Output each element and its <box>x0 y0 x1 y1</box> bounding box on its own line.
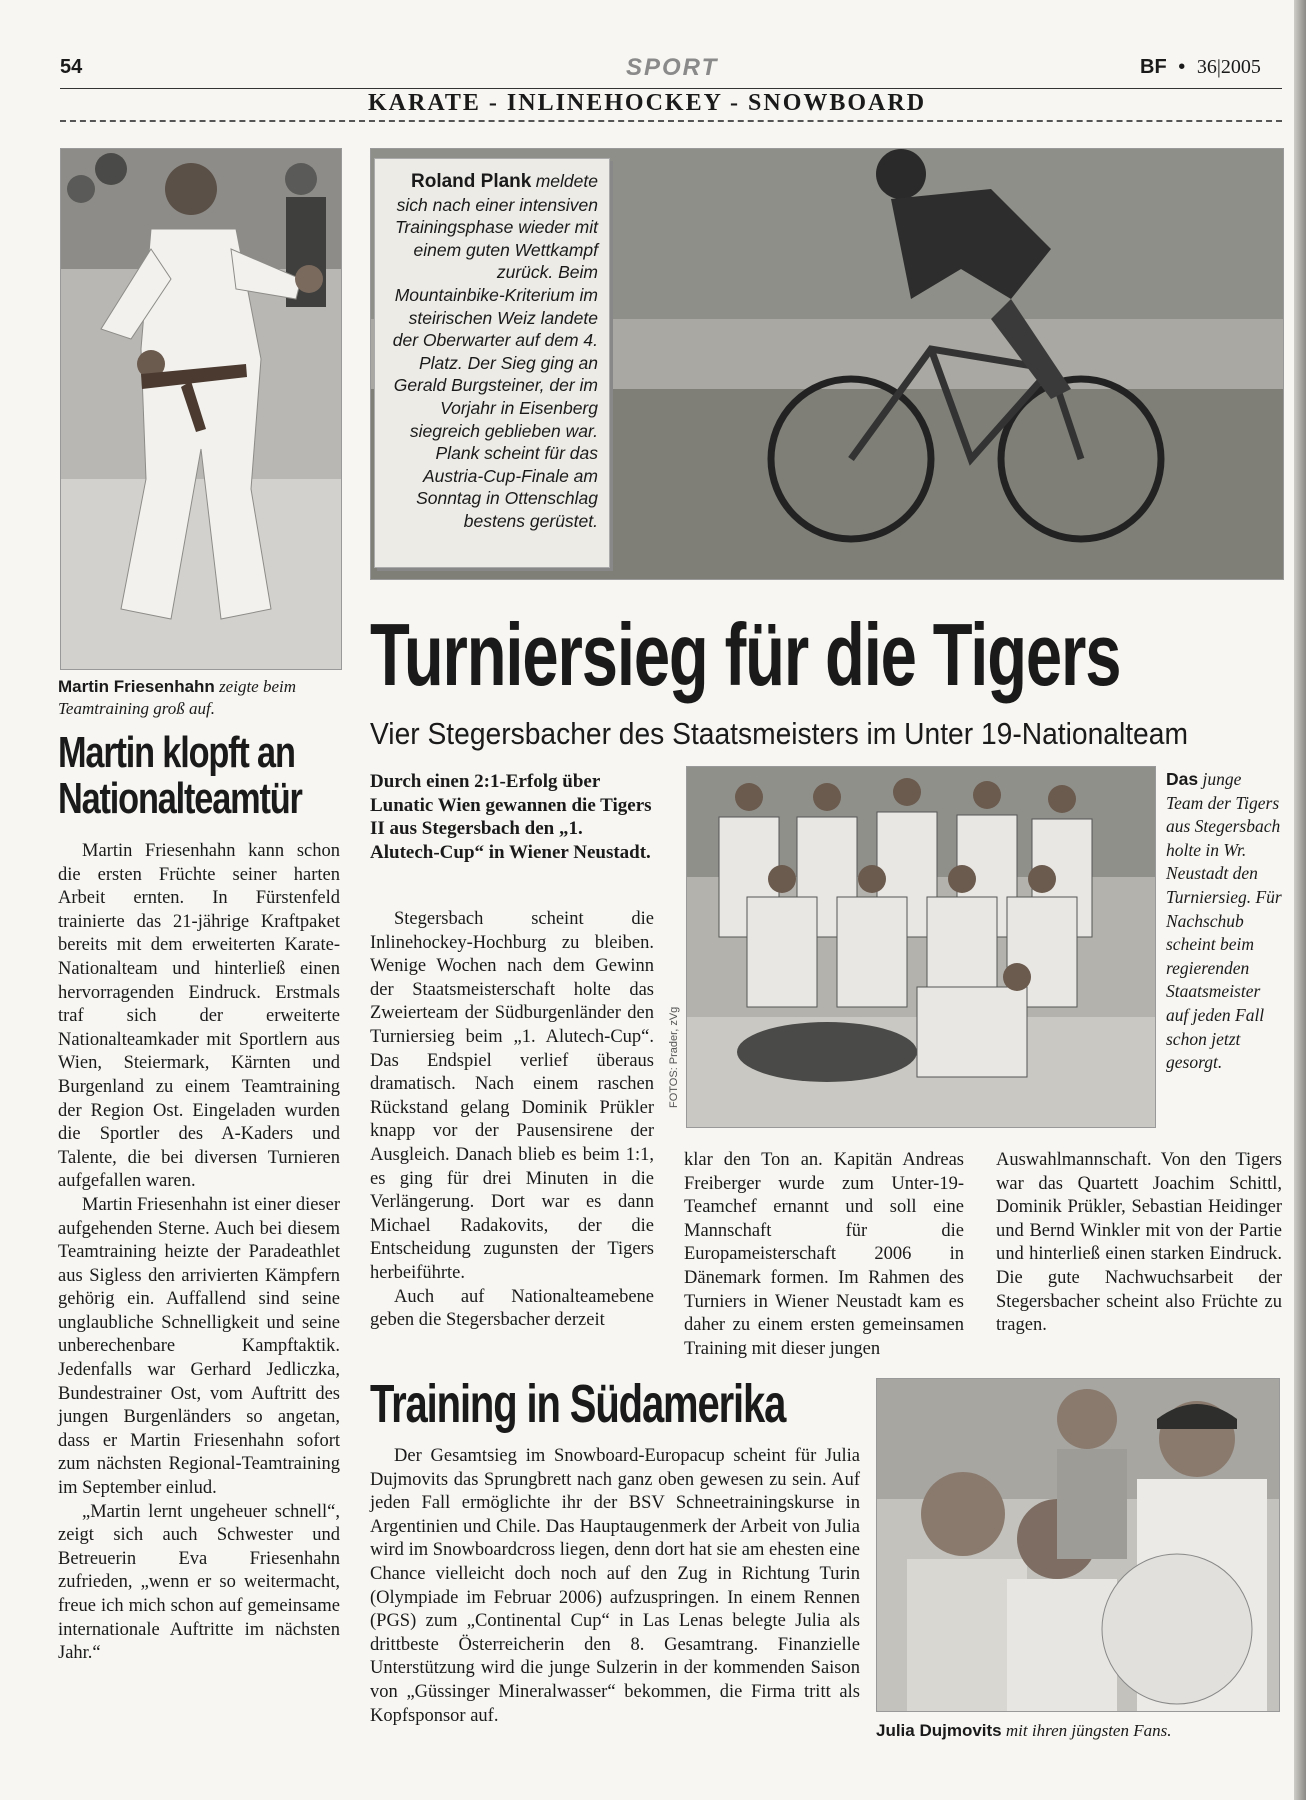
bike-caption-text: meldete sich nach einer intensiven Trainingsphase wieder mit einem guten Wettkampf zurück. Beim Mountainbike-Kriterium im steirischen Weiz landete der Oberwarter auf dem 4. Platz. Der Sieg ging an Gerald Burgsteiner, der im Vorjahr in Eisenberg siegreich geblieben war. Plank scheint für das Austria-Cup-Finale am Sonntag in Ottenschlag bestens gerüstet. <box>392 171 598 531</box>
bullet: • <box>1178 56 1186 78</box>
team-caption <box>1166 768 1282 1075</box>
hockey-headline: Turniersieg für die Tigers <box>370 605 1121 704</box>
hockey-paragraph: Stegersbach scheint die Inlinehockey-Hochburg zu bleiben. Wenige Wochen nach dem Gewinn der Staatsmeisterschaft holte das Zweierteam der Südburgenländer den Turniersieg beim „1. Alutech-Cup“. Das Endspiel verlief überaus dramatisch. Nach einem raschen Rückstand gelang Dominik Prükler knapp vor der Pausensirene der Ausgleich. Danach blieb es beim 1:1, es ging für drei Minuten in die Verlängerung. Dort war es dann Michael Radakovits, der die Entscheidung zugunsten der Tigers herbeiführte. <box>370 909 654 1283</box>
hockey-column-3 <box>996 1149 1282 1338</box>
hockey-paragraph: Auch auf Nationalteamebene geben die Stegersbacher derzeit <box>370 1286 654 1331</box>
hockey-lead: Durch einen 2:1-Erfolg über Lunatic Wien gewannen die Tigers II aus Stegersbach den „1. Alutech-Cup“ in Wiener Neustadt. <box>370 771 652 863</box>
snowboard-article <box>370 1445 860 1728</box>
karate-paragraph: „Martin lernt ungeheuer schnell“, zeigt sich auch Schwester und Betreuerin Eva Friesenhahn zufrieden, „wenn er so weitermacht, freue ich mich schon auf gemeinsame internationale Auftritte im nächsten Jahr.“ <box>58 1501 340 1664</box>
header-rule <box>60 88 1282 89</box>
karate-article <box>58 840 340 1666</box>
topics-line: KARATE - INLINEHOCKEY - SNOWBOARD <box>368 90 927 116</box>
section-label: SPORT <box>626 54 719 81</box>
paper-brand: BF <box>1140 56 1167 78</box>
team-photo <box>686 766 1156 1128</box>
karate-paragraph: Martin Friesenhahn kann schon die ersten Früchte seiner harten Arbeit ernten. In Fürstenfeld trainierte das 21-jährige Kraftpaket bereits mit dem erweiterten Karate-Nationalteam und hinterließ einen hervorragenden Eindruck. Erstmals traf sich der erweiterte Nationalteamkader mit Sportlern aus Wien, Steiermark, Kärnten und Burgenland zu einem Teamtraining der Region Ost. Eingeladen wurden die Sportler des A-Kaders und Talente, die bei diversen Turnieren aufgefallen waren. <box>58 841 340 1192</box>
hockey-subheadline: Vier Stegersbacher des Staatsmeisters im Unter 19-Nationalteam <box>370 716 1188 751</box>
karate-headline: Martin klopft an Nationalteamtür <box>58 728 302 823</box>
bike-caption-name: Roland Plank <box>411 171 532 192</box>
hockey-column-2 <box>684 1149 964 1361</box>
hockey-column-1 <box>370 908 654 1333</box>
snowboard-caption-text: mit ihren jüngsten Fans. <box>1005 1721 1172 1740</box>
karate-caption-text: zeigte beim Teamtraining groß auf. <box>58 677 297 718</box>
karate-caption <box>58 676 342 720</box>
hockey-paragraph: Auswahlmannschaft. Von den Tigers war das Quartett Joachim Schittl, Dominik Prükler, Sebastian Heidinger und Bernd Winkler mit von der Partie und hinterließ einen starken Eindruck. Die gute Nachwuchsarbeit der Stegersbacher scheint also Früchte zu tragen. <box>996 1150 1282 1336</box>
snowboard-caption <box>876 1720 1282 1742</box>
team-caption-text: junge Team der Tigers aus Stegersbach holte in Wr. Neustadt den Turniersieg. Für Nachschub scheint beim regierenden Staatsmeister auf jeden Fall schon jetzt gesorgt. <box>1166 769 1282 1073</box>
snowboard-paragraph: Der Gesamtsieg im Snowboard-Europacup scheint für Julia Dujmovits das Sprungbrett nach ganz oben gewesen zu sein. Auf jeden Fall ermöglichte ihr der BSV Schneetrainingskurse in Argentinien und Chile. Das Hauptaugenmerk der Arbeit von Julia wird im Snowboardcross liegen, denn dort hat sie am ehesten eine Chance vielleicht doch noch auf den Zug in Richtung Turin (Olympiade im Februar 2006) aufzuspringen. In einem Rennen (PGS) zum „Continental Cup“ in Las Lenas belegte Julia als drittbeste Österreicherin den 8. Gesamtrang. Finanzielle Unterstützung wird die junge Sulzerin in der kommenden Saison von „Güssinger Mineralwasser“ bekommen, die Firma tritt als Kopfsponsor auf. <box>370 1446 860 1726</box>
karate-photo <box>60 148 342 670</box>
bike-caption <box>384 170 598 533</box>
snowboard-headline: Training in Südamerika <box>370 1374 786 1434</box>
snowboard-caption-name: Julia Dujmovits <box>876 1721 1002 1740</box>
karate-caption-name: Martin Friesenhahn <box>58 677 215 696</box>
issue-number: 36|2005 <box>1196 56 1261 78</box>
snowboard-photo <box>876 1378 1280 1712</box>
page-number: 54 <box>60 56 83 78</box>
karate-paragraph: Martin Friesenhahn ist einer dieser aufgehenden Sterne. Auch bei diesem Teamtraining heizte der Paradeathlet aus Sigless den arrivierten Kämpfern gehörig ein. Auffallend sind seine unglaubliche Schnelligkeit und seine unberechenbare Kampftaktik. Jedenfalls war Gerhard Jedliczka, Bundestrainer Ost, vom Auftritt des jungen Burgenländers so angetan, dass er Martin Friesenhahn sofort zum nächsten Regional-Teamtraining im September einlud. <box>58 1194 340 1499</box>
issue-info <box>1140 56 1261 79</box>
photo-credit: FOTOS: Prader, zVg <box>668 1006 680 1108</box>
page-edge <box>1294 0 1306 1800</box>
header-dashed-rule <box>60 120 1282 122</box>
team-caption-lead: Das <box>1166 769 1199 789</box>
hockey-paragraph: klar den Ton an. Kapitän Andreas Freiberger wurde zum Unter-19-Teamchef ernannt und soll eine Mannschaft für die Europameisterschaft 2006 in Dänemark formen. Im Rahmen des Turniers in Wiener Neustadt kam es daher zu einem ersten gemeinsamen Training mit dieser jungen <box>684 1150 964 1359</box>
